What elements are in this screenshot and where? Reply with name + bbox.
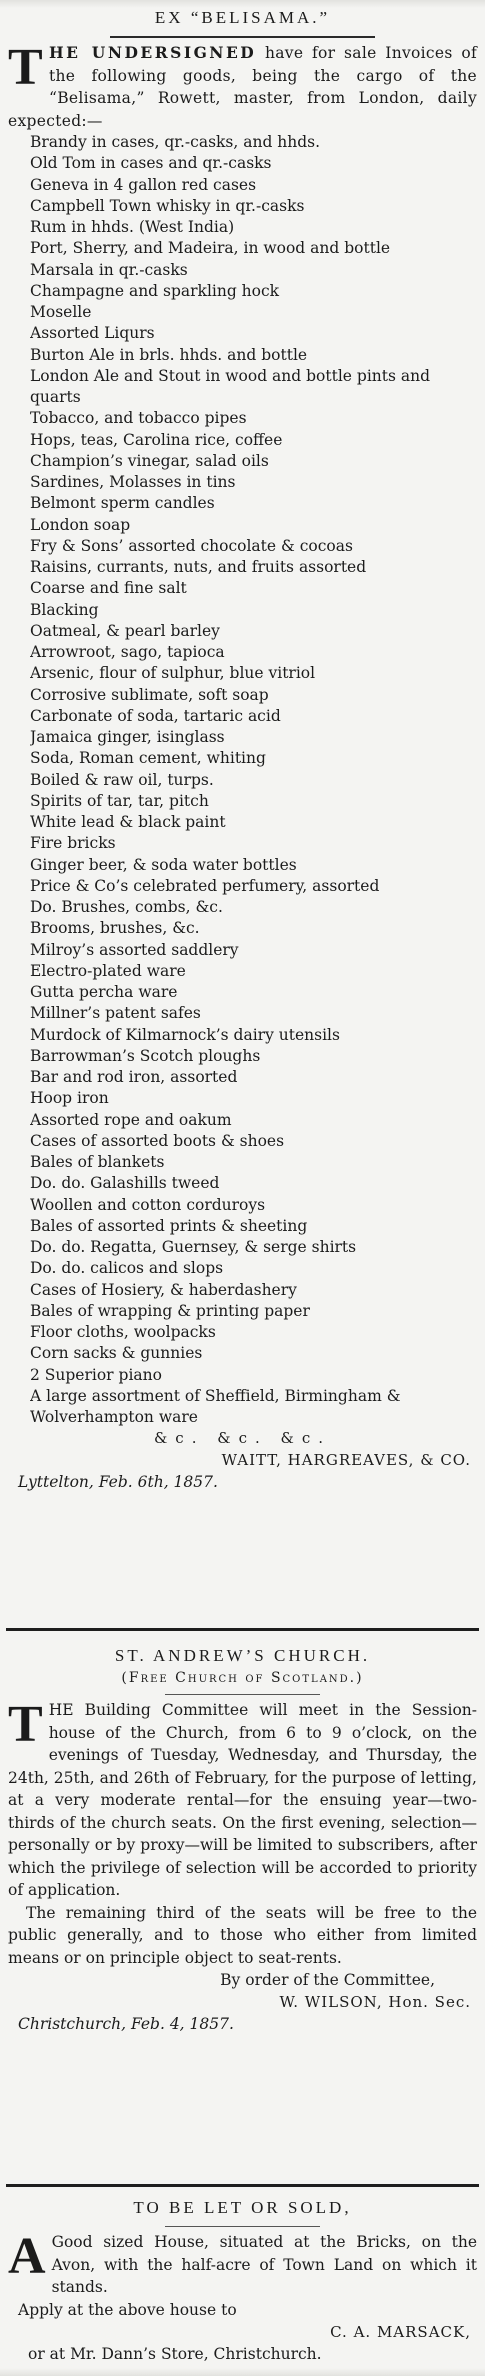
advertisement-st-andrews <box>0 1644 485 2035</box>
goods-list-item: Carbonate of soda, tartaric acid <box>30 706 281 725</box>
house-paragraph <box>0 2228 485 2299</box>
goods-list-item: Marsala in qr.-casks <box>30 260 188 279</box>
goods-list-item: Arsenic, flour of sulphur, blue vitriol <box>30 664 316 683</box>
goods-list-item: Do. do. Galashills tweed <box>30 1174 220 1193</box>
goods-list-item: Do. do. Regatta, Guernsey, & serge shirts <box>30 1238 357 1256</box>
drop-cap: A <box>8 2228 46 2285</box>
goods-list-item: Campbell Town whisky in qr.-casks <box>30 196 305 215</box>
goods-list-item: London soap <box>30 515 131 534</box>
goods-list-item: Corrosive sublimate, soft soap <box>30 685 269 704</box>
goods-list-item: Brandy in cases, qr.-casks, and hhds. <box>30 133 321 151</box>
goods-list-item: Rum in hhds. (West India) <box>30 218 235 236</box>
goods-list-item: Electro-plated ware <box>30 961 186 980</box>
goods-list-item: Brooms, brushes, &c. <box>30 919 200 938</box>
merchant-signature: WAITT, HARGREAVES, & CO. <box>221 1451 471 1470</box>
goods-list-item: Woollen and cotton corduroys <box>30 1195 266 1214</box>
drop-cap: T <box>8 1696 43 1753</box>
goods-list-item: Bales of blankets <box>30 1153 165 1171</box>
goods-list-item: Champion’s vinegar, salad oils <box>30 451 269 470</box>
goods-list-item: 2 Superior piano <box>30 1365 162 1384</box>
heading-rule <box>165 2226 320 2227</box>
committee-text: HE Building Committee will meet in the Session-house of the Church, from 6 to 9 o’clock, on the evenings of Tuesday, Wednesday, and Thursday, the 24th, 25th, and 26th of February, for the purpose of letting, at a very moderate rental—for the ensuing year—two-thirds of the church seats. On the first evening, selection—personally or by proxy—will be limited to subscribers, after which the privilege of selection will be accorded to priority of application. <box>8 1701 477 1899</box>
goods-list-item: Blacking <box>30 600 99 619</box>
goods-list-item: Burton Ale in brls. hhds. and bottle <box>30 345 308 364</box>
ad-heading: ST. ANDREW’S CHURCH. <box>114 1646 371 1665</box>
intro-text: have for sale Invoices of the following goods, being the cargo of the “Belisama,” Rowett, master, from London, daily expected:— <box>8 44 477 130</box>
goods-list-item: Hoop iron <box>30 1089 109 1108</box>
goods-list-item: Tobacco, and tobacco pipes <box>30 409 247 428</box>
goods-list-item: Cases of assorted boots & shoes <box>30 1131 285 1150</box>
goods-list-item: Port, Sherry, and Madeira, in wood and bottle <box>30 239 391 258</box>
etc-line: &c. &c. &c. <box>153 1429 332 1448</box>
goods-list-item: Milroy’s assorted saddlery <box>30 940 239 959</box>
page-edge-bottom <box>0 2368 485 2376</box>
goods-list-item: Spirits of tar, tar, pitch <box>30 791 209 810</box>
section-divider <box>6 2184 479 2187</box>
separator-2 <box>0 2184 485 2187</box>
goods-list-item: Ginger beer, & soda water bottles <box>30 855 297 874</box>
heading-rule <box>110 36 375 38</box>
goods-list-item: A large assortment of Sheffield, Birmingham & Wolverhampton ware <box>30 1386 401 1426</box>
goods-list-item: Arrowroot, sago, tapioca <box>30 643 225 661</box>
committee-paragraph <box>0 1696 485 1902</box>
section-divider <box>6 1628 479 1631</box>
by-order-line: By order of the Committee, <box>220 1971 435 1989</box>
goods-list-item: White lead & black paint <box>30 813 226 831</box>
goods-list-item: Do. Brushes, combs, &c. <box>30 898 223 916</box>
intro-caps: HE UNDERSIGNED <box>48 43 257 62</box>
marsack-signature: C. A. MARSACK, <box>330 2322 471 2341</box>
goods-list-item: Floor cloths, woolpacks <box>30 1323 216 1341</box>
goods-list-item: Barrowman’s Scotch ploughs <box>30 1046 261 1065</box>
goods-list-item: Belmont sperm candles <box>30 494 215 513</box>
goods-list-item: Boiled & raw oil, turps. <box>30 770 214 789</box>
heading-rule-wrap <box>0 1688 485 1699</box>
goods-list-item: Geneva in 4 gallon red cases <box>30 175 257 194</box>
goods-list <box>0 132 485 1428</box>
goods-list-item: Assorted rope and oakum <box>30 1110 232 1129</box>
goods-list-item: Old Tom in cases and qr.-casks <box>30 154 272 173</box>
drop-cap: T <box>8 39 43 96</box>
advertisement-belisama <box>0 6 485 1493</box>
intro-paragraph <box>0 39 485 132</box>
heading-rule <box>165 1694 320 1695</box>
goods-list-item: Sardines, Molasses in tins <box>30 473 236 491</box>
ad-heading: TO BE LET OR SOLD, <box>133 2198 352 2217</box>
goods-list-item: Fire bricks <box>30 834 116 853</box>
dateline: Christchurch, Feb. 4, 1857. <box>18 2015 234 2033</box>
goods-list-item: Moselle <box>30 303 92 321</box>
goods-list-item: London Ale and Stout in wood and bottle pints and quarts <box>30 366 431 406</box>
goods-list-item: Coarse and fine salt <box>30 579 187 598</box>
goods-list-item: Soda, Roman cement, whiting <box>30 749 266 768</box>
goods-list-item: Corn sacks & gunnies <box>30 1344 203 1363</box>
goods-list-item: Do. do. calicos and slops <box>30 1259 224 1278</box>
goods-list-item: Jamaica ginger, isinglass <box>30 728 225 746</box>
goods-list-item: Gutta percha ware <box>30 983 178 1001</box>
goods-list-item: Champagne and sparkling hock <box>30 281 280 300</box>
house-text: Good sized House, situated at the Bricks, on the Avon, with the half-acre of Town Land on which it stands. <box>51 2233 477 2296</box>
goods-list-item: Assorted Liqurs <box>30 324 155 343</box>
goods-list-item: Price & Co’s celebrated perfumery, assorted <box>30 876 380 895</box>
goods-list-item: Cases of Hosiery, & haberdashery <box>30 1280 297 1299</box>
apply-alt-line: or at Mr. Dann’s Store, Christchurch. <box>28 2344 322 2363</box>
goods-list-item: Raisins, currants, nuts, and fruits assorted <box>30 558 367 576</box>
goods-list-item: Bar and rod iron, assorted <box>30 1068 238 1086</box>
ad-heading: EX “BELISAMA.” <box>154 8 331 27</box>
secretary-signature: W. WILSON, Hon. Sec. <box>279 1993 471 2011</box>
advertisement-to-let <box>0 2196 485 2365</box>
dateline: Lyttelton, Feb. 6th, 1857. <box>18 1473 218 1492</box>
goods-list-item: Murdock of Kilmarnock’s dairy utensils <box>30 1025 340 1044</box>
heading-rule-wrap <box>0 2220 485 2231</box>
heading-rule-wrap <box>0 30 485 42</box>
goods-list-item: Bales of assorted prints & sheeting <box>30 1216 308 1235</box>
remaining-paragraph: The remaining third of the seats will be free to the public generally, and to those who either from limited means or on principle object to seat-rents. <box>8 1903 477 1967</box>
apply-line: Apply at the above house to <box>18 2300 237 2319</box>
goods-list-item: Bales of wrapping & printing paper <box>30 1301 310 1320</box>
goods-list-item: Millner’s patent safes <box>30 1004 201 1023</box>
separator-1 <box>0 1628 485 1631</box>
goods-list-item: Oatmeal, & pearl barley <box>30 621 220 640</box>
goods-list-item: Fry & Sons’ assorted chocolate & cocoas <box>30 536 353 555</box>
goods-list-item: Hops, teas, Carolina rice, coffee <box>30 430 283 449</box>
ad-subheading: (Free Church of Scotland.) <box>121 1670 364 1686</box>
